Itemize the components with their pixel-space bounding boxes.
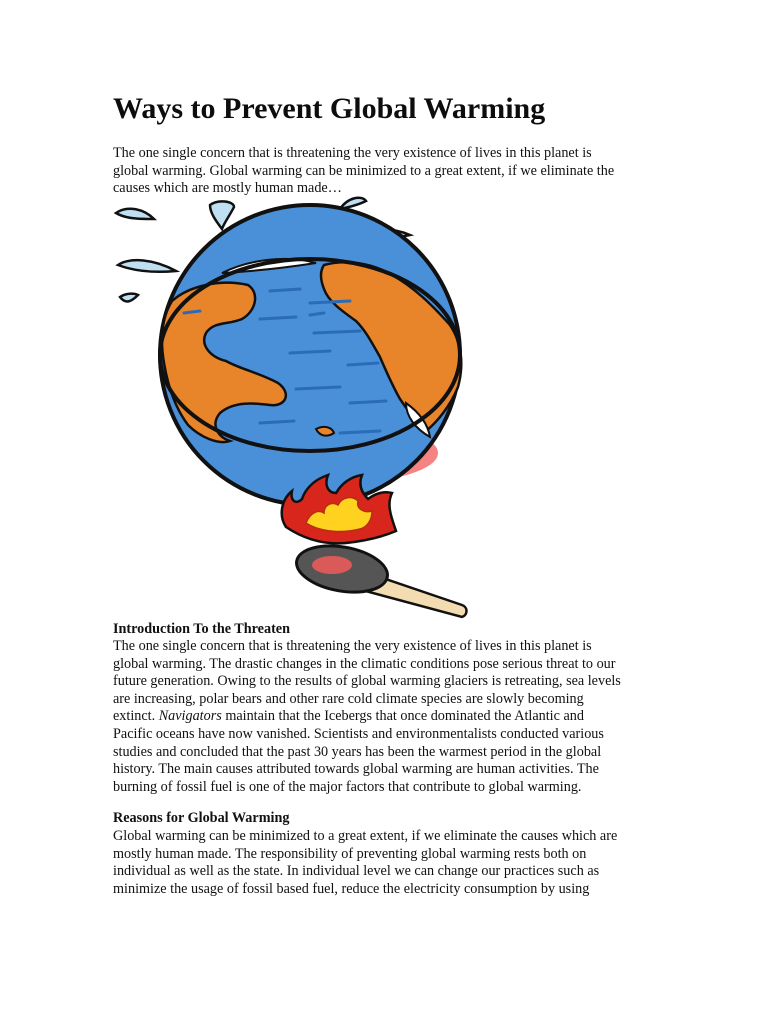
- text-line: global warming. The drastic changes in the climatic conditions pose serious threat to our: [113, 655, 616, 672]
- text-line: minimize the usage of fossil based fuel, reduce the electricity consumption by using: [113, 880, 590, 897]
- section-heading-reasons: Reasons for Global Warming: [113, 810, 290, 826]
- text-line: causes which are mostly human made…: [113, 180, 342, 197]
- text-line: future generation. Owing to the results of global warming glaciers is retreating, sea levels: [113, 673, 621, 690]
- text-line: studies and concluded that the past 30 years has been the warmest period in the global: [113, 743, 602, 760]
- globe: [160, 205, 461, 505]
- intro-paragraph: [113, 145, 648, 198]
- text-fragment: extinct.: [113, 708, 159, 725]
- text-line: Pacific oceans have now vanished. Scientists and environmentalists conducted various: [113, 725, 604, 742]
- text-line: [113, 708, 648, 726]
- emphasis-navigators: Navigators: [158, 708, 222, 725]
- text-fragment: maintain that the Icebergs that once dominated the Atlantic and: [221, 708, 584, 725]
- text-line: Global warming can be minimized to a great extent, if we eliminate the causes which are: [113, 828, 618, 844]
- text-line: individual as well as the state. In individual level we can change our practices such as: [113, 863, 600, 880]
- text-line: The one single concern that is threatening the very existence of lives in this planet is: [113, 145, 592, 161]
- burning-globe-icon: [110, 193, 482, 625]
- match: [293, 539, 467, 617]
- section-introduction-paragraph: [113, 638, 648, 796]
- page-title: Ways to Prevent Global Warming: [113, 92, 546, 125]
- text-line: global warming. Global warming can be minimized to a great extent, if we eliminate the: [113, 162, 615, 179]
- text-line: are increasing, polar bears and other rare cold climate species are slowly becoming: [113, 690, 584, 707]
- text-line: history. The main causes attributed towards global warming are human activities. The: [113, 761, 599, 778]
- text-line: burning of fossil fuel is one of the major factors that contribute to global warming.: [113, 778, 582, 795]
- text-line: mostly human made. The responsibility of preventing global warming rests both on: [113, 845, 587, 862]
- section-reasons-paragraph: [113, 828, 648, 898]
- text-line: The one single concern that is threatening the very existence of lives in this planet is: [113, 638, 592, 654]
- section-heading-introduction: Introduction To the Threaten: [113, 621, 290, 637]
